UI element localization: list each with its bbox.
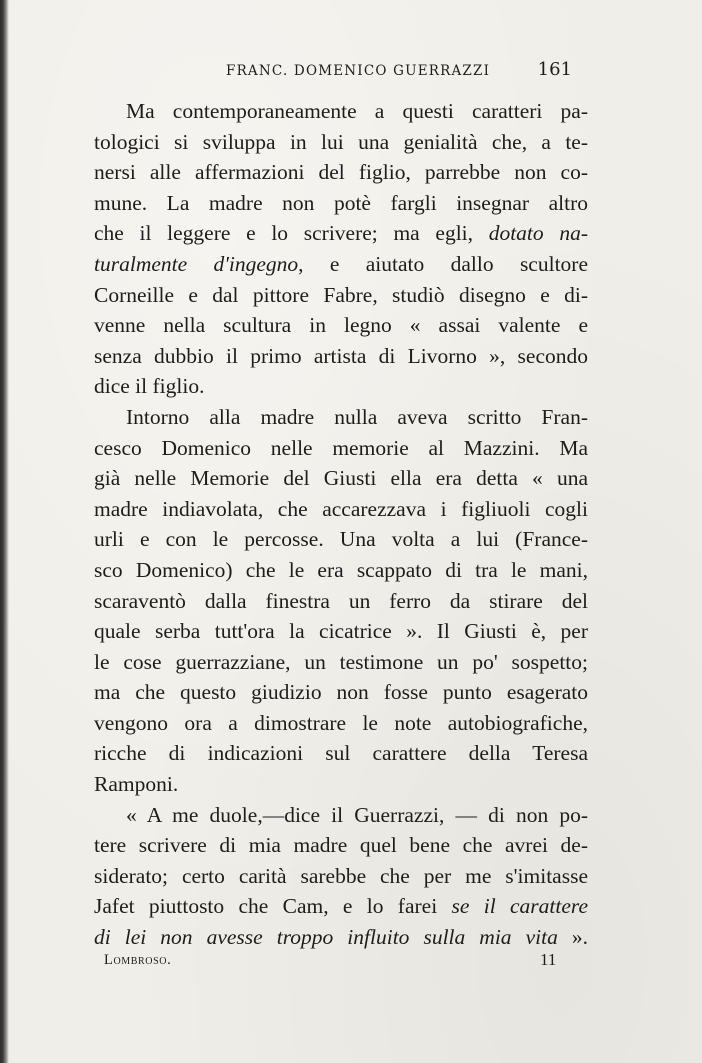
text-line: sco Domenico) che le era scappato di tra le mani, [94,557,588,582]
page-number: 161 [537,59,572,80]
italic-segment: dotato na- [488,221,588,246]
text-line: le cose guerrazziane, un testimone un po' sospetto; [94,649,588,674]
text-line [94,891,588,922]
text-line [94,218,588,249]
text-line: già nelle Memorie del Giusti ella era detta « una [94,466,588,491]
text-line: mune. La madre non potè fargli insegnar altro [94,190,588,215]
text-line: urli e con le percosse. Una volta a lui (France- [94,527,588,552]
text-line: vengono ora a dimostrare le note autobiografiche, [94,710,588,735]
text-line: ma che questo giudizio non fosse punto esagerato [94,680,588,705]
footer-sheet-number: 11 [540,950,557,969]
text-line: tologici si sviluppa in lui una genialità che, a te- [94,129,588,154]
text-line: senza dubbio il primo artista di Livorno », secondo [94,343,588,368]
running-head [94,59,588,83]
text-line [94,249,588,280]
text-line: nersi alle affermazioni del figlio, parrebbe non co- [94,160,588,185]
text-line: Corneille e dal pittore Fabre, studiò disegno e di- [94,282,588,307]
body-text [94,96,588,953]
text-line: venne nella scultura in legno « assai valente e [94,313,588,338]
text-segment: che il leggere e lo scrivere; ma egli, [94,221,474,246]
text-segment: Jafet piuttosto che Cam, e lo farei [94,894,438,919]
text-segment: ». [571,925,589,950]
italic-segment: di lei non avesse troppo influito sulla mia vita [94,925,558,950]
italic-segment: se il carattere [451,894,588,919]
text-line [94,922,588,953]
italic-segment: turalmente d'ingegno [94,251,299,276]
text-line: madre indiavolata, che accarezzava i figliuoli cogli [94,496,588,521]
text-line: dice il figlio. [94,374,205,399]
text-line: scaraventò dalla finestra un ferro da stirare del [94,588,588,613]
page-binding-edge [0,0,9,1063]
text-segment: , e aiutato dallo scultore [298,251,588,276]
text-line: siderato; certo carità sarebbe che per me s'imitasse [94,863,588,888]
running-title: FRANC. DOMENICO GUERRAZZI [226,63,491,79]
text-line: cesco Domenico nelle memorie al Mazzini. Ma [94,435,588,460]
footer-signature: Lombroso. [104,952,172,968]
text-line: Ramponi. [94,772,179,797]
text-line: ricche di indicazioni sul carattere della Teresa [94,741,588,766]
text-line: Intorno alla madre nulla aveva scritto Fran- [126,404,588,429]
text-line: « A me duole,—dice il Guerrazzi, — di non po- [126,802,588,827]
text-line: tere scrivere di mia madre quel bene che avrei de- [94,833,588,858]
text-line: Ma contemporaneamente a questi caratteri pa- [126,99,588,123]
text-line: quale serba tutt'ora la cicatrice ». Il Giusti è, per [94,619,588,644]
